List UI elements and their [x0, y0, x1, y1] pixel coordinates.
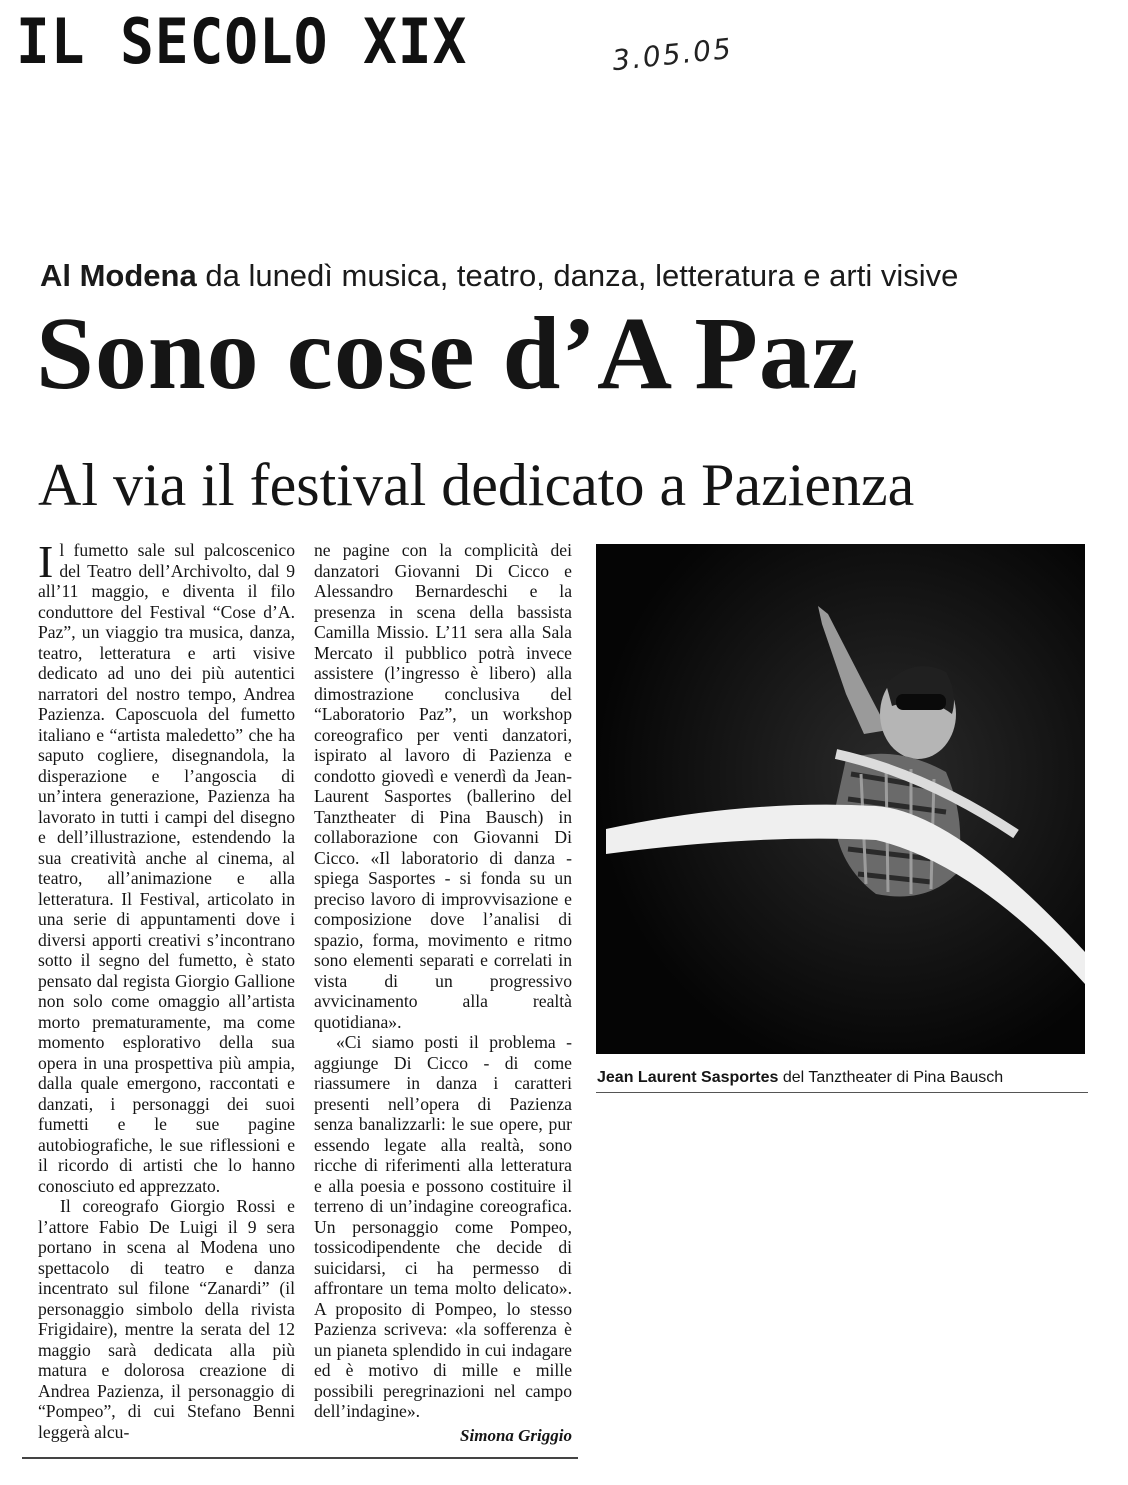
article-column-2: [314, 540, 572, 1422]
article-column-1: [38, 536, 295, 1442]
dancer-photo-illustration: [596, 544, 1085, 1054]
article-paragraph: [38, 536, 295, 1196]
caption-rule: [596, 1092, 1088, 1093]
sunglasses: [896, 694, 946, 710]
caption-rest: del Tanztheater di Pina Bausch: [778, 1069, 1004, 1086]
article-paragraph-text: l fumetto sale sul palcoscenico del Teatro dell’Archivolto, dal 9 all’11 maggio, e diventa il filo conduttore del Festival “Cose d’A. Paz”, un viaggio tra musica, danza, teatro, letteratura e arti visive dedicato ad uno dei più autentici narratori del nostro tempo, Andrea Pazienza. Caposcuola del fumetto italiano e “artista maledetto” che ha saputo cogliere, disegnandola, la disperazione e l’angoscia di un’intera generazione, Pazienza ha lavorato in tutti i campi del disegno e dell’illustrazione, estendendo la sua creatività anche al cinema, al teatro, all’animazione e alla letteratura. Il Festival, articolato in una serie di appuntamenti dove i diversi apporti creativi s’incontrano sotto il segno del fumetto, è stato pensato dal regista Giorgio Gallione non solo come omaggio all’artista morto prematuramente, ma come momento esplorativo della sua opera in una prospettiva più ampia, dalla quale emergono, raccontati e danzati, i personaggi dei suoi fumetti e le sue pagine autobiografiche, le sue riflessioni e il ricordo di artisti che lo hanno conosciuto ed apprezzato.: [38, 540, 295, 1196]
headline: Sono cose d’A Paz: [36, 296, 859, 411]
handwritten-date: 3.05.05: [610, 31, 735, 78]
dancer-photo: [596, 544, 1085, 1054]
byline: Simona Griggio: [460, 1426, 572, 1445]
kicker-bold: Al Modena: [40, 258, 197, 293]
kicker: [40, 258, 958, 294]
subheadline: Al via il festival dedicato a Pazienza: [38, 452, 915, 518]
photo-caption: [597, 1069, 1003, 1087]
kicker-rest: da lunedì musica, teatro, danza, letteratura e arti visive: [196, 258, 959, 293]
caption-bold: Jean Laurent Sasportes: [597, 1069, 779, 1086]
masthead: IL SECOLO XIX: [16, 6, 468, 79]
bottom-rule: [22, 1457, 578, 1459]
article-paragraph: «Ci siamo posti il problema - aggiunge Di Cicco - di come riassumere in danza i caratteri presenti nell’opera di Pazienza senza banalizzarli: le sue opere, pur essendo legate alla realtà, sono ricche di riferimenti alla letteratura e alla poesia e possono costituire il terreno di un’indagine coreografica. Un personaggio come Pompeo, tossicodipendente che decide di suicidarsi, ci ha permesso di affrontare un tema molto delicato». A proposito di Pompeo, lo stesso Pazienza scriveva: «la sofferenza è un pianeta splendido in cui indagare ed è motivo di mille e mille possibili peregrinazioni nel campo dell’indagine».: [314, 1032, 572, 1421]
drop-cap: I: [38, 536, 54, 587]
article-paragraph: ne pagine con la complicità dei danzatori Giovanni Di Cicco e Alessandro Bernardeschi e la presenza in scena della bassista Camilla Missio. L’11 sera alla Sala Mercato il pubblico potrà invece assistere (l’ingresso è libero) alla dimostrazione conclusiva del “Laboratorio Paz”, un workshop coreografico per venti danzatori, ispirato al lavoro di Pazienza e condotto giovedì e venerdì da Jean-Laurent Sasportes (ballerino del Tanztheater di Pina Bausch) in collaborazione con Giovanni Di Cicco. «Il laboratorio di danza - spiega Sasportes - si fonda su un preciso lavoro di improvvisazione e composizione dove l’analisi di spazio, forma, movimento e ritmo sono elementi separati e correlati in vista di un progressivo avvicinamento alla realtà quotidiana».: [314, 540, 572, 1032]
article-paragraph: Il coreografo Giorgio Rossi e l’attore Fabio De Luigi il 9 sera portano in scena al Modena uno spettacolo di teatro e danza incentrato sul filone “Zanardi” (il personaggio simbolo della rivista Frigidaire), mentre la serata del 12 maggio sarà dedicata alla più matura e dolorosa creazione di Andrea Pazienza, il personaggio di “Pompeo”, di cui Stefano Benni leggerà alcu-: [38, 1196, 295, 1442]
